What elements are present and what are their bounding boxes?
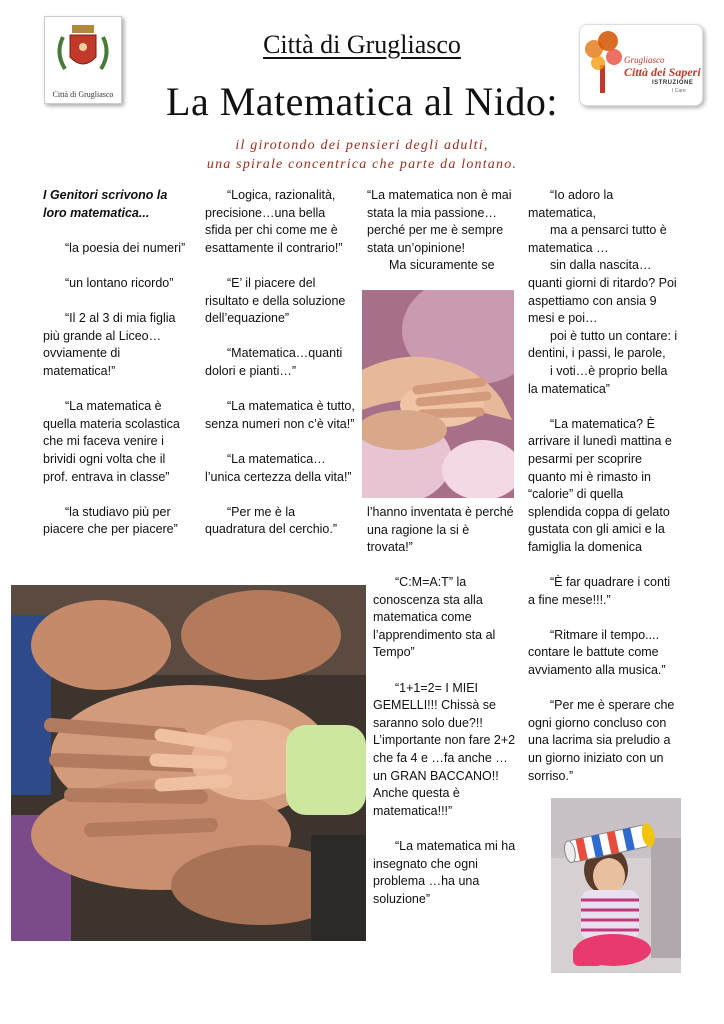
quote: “E’ il piacere del risultato e della soluzione dell’equazione” <box>205 275 346 326</box>
subtitle-line-2: una spirale concentrica che parte da lontano. <box>206 157 518 172</box>
quote-line: poi è tutto un contare: i dentini, i passi, le parole, <box>528 328 678 361</box>
quote-line: i voti…è proprio bella la matematica” <box>528 363 668 396</box>
column-3-top <box>367 187 517 275</box>
column-3-middle <box>367 504 517 557</box>
quote: “È far quadrare i conti a fine mese!!!.” <box>528 575 671 607</box>
quote-line: sin dalla nascita… quanti giorni di ritardo? Poi aspettiamo con ansia 9 mesi e poi… <box>528 258 677 326</box>
logo-line-4: I Care <box>672 88 686 94</box>
column-heading: I Genitori scrivono la loro matematica... <box>43 188 168 220</box>
photo-stacked-hands <box>11 585 366 941</box>
quote: “un lontano ricordo” <box>65 275 174 290</box>
quote: “La matematica è tutto, senza numeri non c’è vita!” <box>205 399 355 431</box>
quote-line: ma a pensarci tutto è matematica … <box>528 223 667 255</box>
quote: “Il 2 al 3 di mia figlia più grande al Liceo… ovviamente di matematica!” <box>43 311 176 378</box>
subtitle <box>0 136 724 174</box>
column-1 <box>43 187 193 556</box>
photo-baby-hand <box>362 290 514 498</box>
quote: “la poesia dei numeri” <box>65 240 186 255</box>
quote: “Matematica…quanti dolori e pianti…” <box>205 346 343 378</box>
quote: “La matematica è quella materia scolastica che mi faceva venire i brividi ogni volta che il prof. entrava in classe” <box>43 399 180 484</box>
logo-line-2: Città dei Saperi <box>624 65 701 79</box>
quote: “Per me è la quadratura del cerchio.” <box>205 504 338 537</box>
quote-part: “La matematica non è mai stata la mia passione… perché per me è sempre stata un’opinione! <box>367 188 512 255</box>
quote: “La matematica mi ha insegnato che ogni problema …ha una soluzione” <box>373 838 516 906</box>
city-name: Città di Grugliasco <box>263 30 461 59</box>
logo-line-3: ISTRUZIONE <box>652 80 694 86</box>
quote: “Ritmare il tempo.... contare le battute come avviamento alla musica.” <box>528 627 666 678</box>
column-3-bottom <box>373 574 523 926</box>
quote: “Logica, razionalità, precisione…una bella sfida per chi come me è esattamente il contrario!” <box>205 188 343 255</box>
column-4 <box>528 187 680 803</box>
page-title: La Matematica al Nido: <box>166 79 558 124</box>
quote: “1+1=2= I MIEI GEMELLI!!! Chissà se saranno solo due?!! L’importante non fare 2+2 che fa 4 e …fa anche … un GRAN BACCANO!! Anche questa è matematica!!!” <box>373 680 516 818</box>
quote-part: Ma sicuramente se <box>389 258 495 273</box>
quote: “la studiavo più per piacere che per piacere” <box>43 504 178 537</box>
crest-caption: Città di Grugliasco <box>52 90 114 99</box>
quote: “La matematica… l’unica certezza della vita!” <box>205 451 352 484</box>
quote-line: “Io adoro la matematica, <box>528 188 614 220</box>
logo-line-1: Grugliasco <box>624 55 665 65</box>
quote: “La matematica? È arrivare il lunedì mattina e pesarmi per scoprire quanto mi è rimasto in “calorie” di quella splendida coppa di gelato gustata con gli amici e la famiglia la domenica <box>528 416 672 554</box>
column-2 <box>205 187 355 556</box>
photo-child-telescope <box>551 798 681 973</box>
quote: “Per me è sperare che ogni giorno concluso con una lacrima sia preludio a un giorno iniziato con un sorriso.” <box>528 698 675 783</box>
quote: “C:M=A:T” la conoscenza sta alla matematica come l’apprendimento sta al Tempo” <box>373 575 496 660</box>
subtitle-line-1: il girotondo dei pensieri degli adulti, <box>235 138 489 153</box>
quote-part: l’hanno inventata è perché una ragione la si è trovata!” <box>367 505 514 555</box>
